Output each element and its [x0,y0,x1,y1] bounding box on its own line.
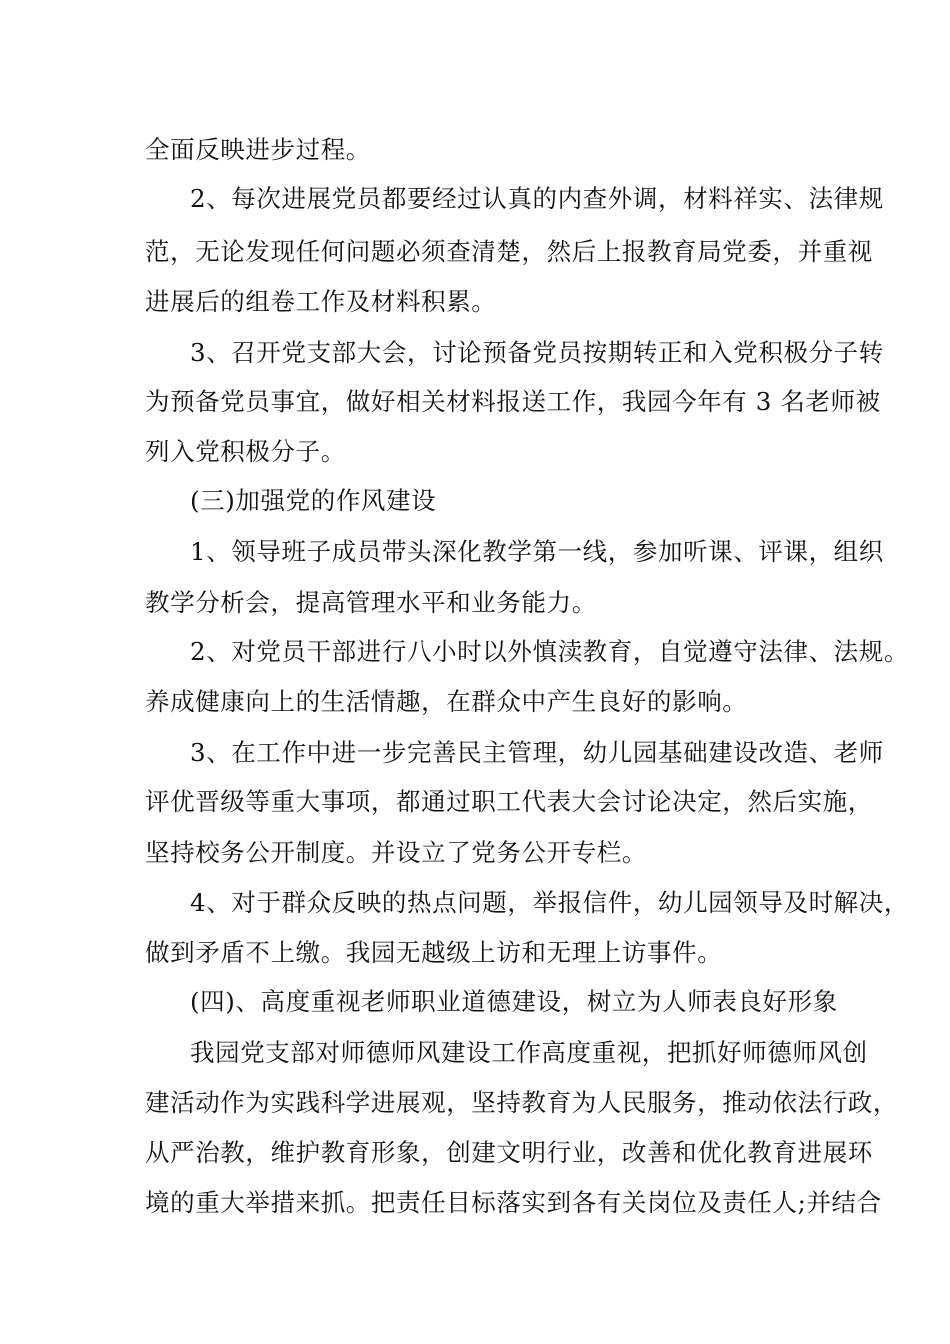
text-line: 做到矛盾不上缴。我园无越级上访和无理上访事件。 [145,938,723,967]
text-line: 建活动作为实践科学进展观，坚持教育为人民服务，推动依法行政， [145,1088,898,1117]
text-line: 进展后的组卷工作及材料积累。 [145,287,497,316]
text-line: 为预备党员事宜，做好相关材料报送工作，我园今年有 3 名老师被 [145,387,881,416]
section-heading: (三)加强党的作风建设 [190,486,437,515]
text-line: 养成健康向上的生活情趣，在群众中产生良好的影响。 [145,687,748,716]
text-line: 评优晋级等重大事项，都通过职工代表大会讨论决定，然后实施， [145,787,873,816]
text-line: 1、领导班子成员带头深化教学第一线，参加听课、评课，组织 [190,537,884,566]
text-line: 坚持校务公开制度。并设立了党务公开专栏。 [145,838,647,867]
text-line: 全面反映进步过程。 [145,135,371,164]
text-line: 从严治教，维护教育形象，创建文明行业，改善和优化教育进展环 [145,1138,873,1167]
text-line: 境的重大举措来抓。把责任目标落实到各有关岗位及责任人;并结合 [145,1188,882,1217]
section-heading: (四)、高度重视老师职业道德建设，树立为人师表良好形象 [190,987,838,1016]
text-line: 2、对党员干部进行八小时以外慎渎教育，自觉遵守法律、法规。 [190,637,909,666]
text-line: 列入党积极分子。 [145,437,346,466]
text-line: 范，无论发现任何问题必须查清楚，然后上报教育局党委，并重视 [145,237,873,266]
text-line: 3、召开党支部大会，讨论预备党员按期转正和入党积极分子转 [190,338,884,367]
text-line: 2、每次进展党员都要经过认真的内查外调，材料祥实、法律规 [190,184,884,213]
text-line: 教学分析会，提高管理水平和业务能力。 [145,588,597,617]
text-line: 4、对于群众反映的热点问题，举报信件，幼儿园领导及时解决， [190,888,909,917]
text-line: 3、在工作中进一步完善民主管理，幼儿园基础建设改造、老师 [190,738,884,767]
text-line: 我园党支部对师德师风建设工作高度重视，把抓好师德师风创 [190,1038,868,1067]
